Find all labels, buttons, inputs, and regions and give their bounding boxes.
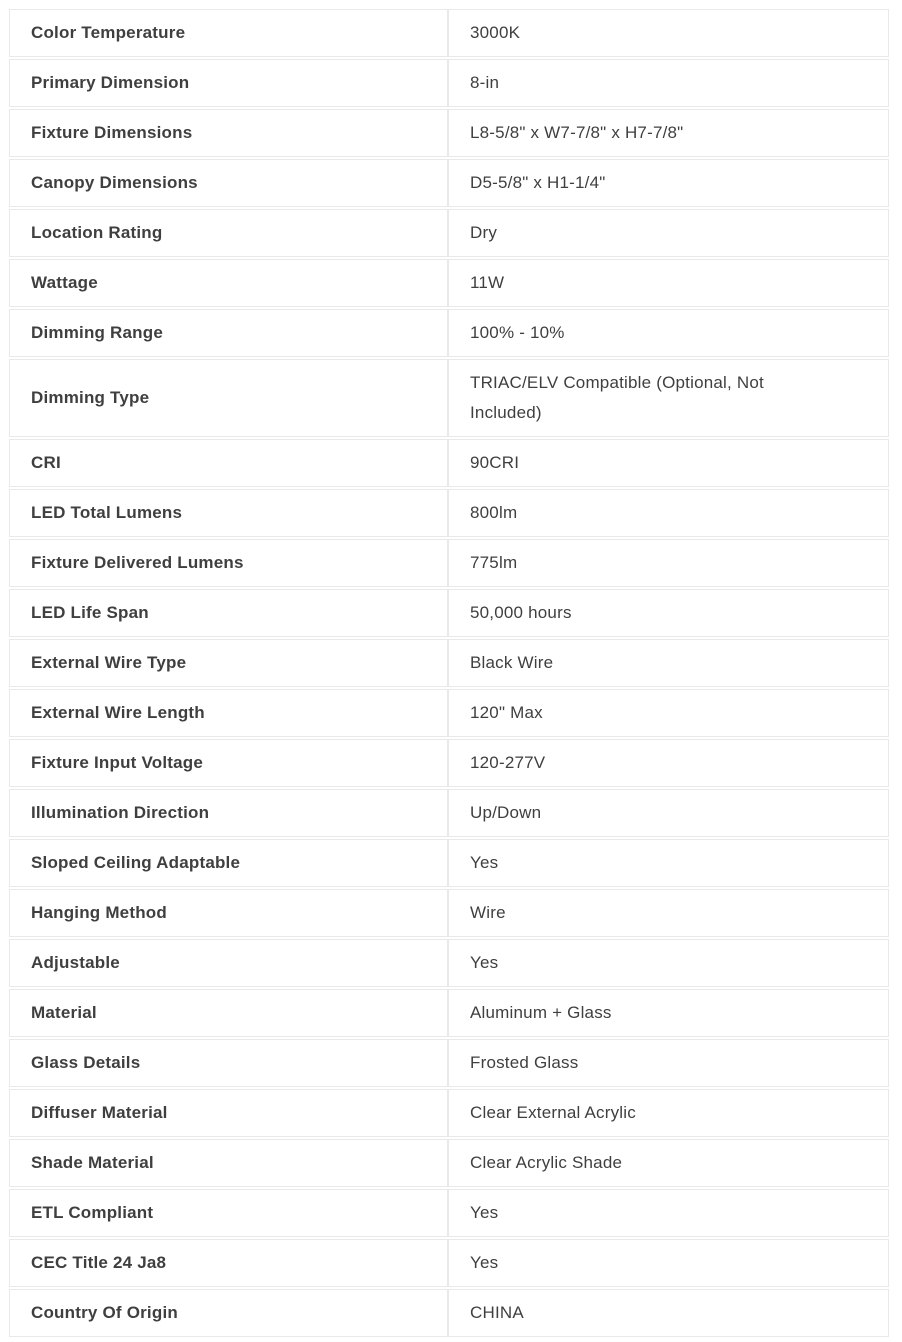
spec-value-cell: 8-in <box>448 59 889 107</box>
spec-value-cell: Up/Down <box>448 789 889 837</box>
spec-label-cell: Location Rating <box>9 209 448 257</box>
spec-value-cell: 120" Max <box>448 689 889 737</box>
spec-value-cell: Black Wire <box>448 639 889 687</box>
spec-value-cell: 50,000 hours <box>448 589 889 637</box>
table-row <box>9 1089 889 1137</box>
spec-label-cell: ETL Compliant <box>9 1189 448 1237</box>
spec-value-cell: 11W <box>448 259 889 307</box>
table-row <box>9 489 889 537</box>
table-row <box>9 589 889 637</box>
spec-value-cell: TRIAC/ELV Compatible (Optional, Not Included) <box>448 359 889 437</box>
table-row <box>9 309 889 357</box>
table-row <box>9 209 889 257</box>
table-row <box>9 939 889 987</box>
table-row <box>9 689 889 737</box>
table-row <box>9 539 889 587</box>
table-row <box>9 789 889 837</box>
spec-value-cell: 100% - 10% <box>448 309 889 357</box>
spec-value-cell: 120-277V <box>448 739 889 787</box>
spec-label-cell: Color Temperature <box>9 9 448 57</box>
spec-label-cell: CRI <box>9 439 448 487</box>
spec-label-cell: Diffuser Material <box>9 1089 448 1137</box>
spec-label-cell: Hanging Method <box>9 889 448 937</box>
spec-value-cell: L8-5/8" x W7-7/8" x H7-7/8" <box>448 109 889 157</box>
spec-label-cell: Material <box>9 989 448 1037</box>
spec-label-cell: Wattage <box>9 259 448 307</box>
spec-label-cell: External Wire Type <box>9 639 448 687</box>
spec-value-cell: 800lm <box>448 489 889 537</box>
spec-value-cell: D5-5/8" x H1-1/4" <box>448 159 889 207</box>
spec-value-cell: Yes <box>448 939 889 987</box>
spec-value-cell: 90CRI <box>448 439 889 487</box>
spec-value-cell: 775lm <box>448 539 889 587</box>
spec-label-cell: Glass Details <box>9 1039 448 1087</box>
table-row <box>9 59 889 107</box>
spec-value-cell: Clear Acrylic Shade <box>448 1139 889 1187</box>
spec-label-cell: LED Total Lumens <box>9 489 448 537</box>
spec-label-cell: Fixture Input Voltage <box>9 739 448 787</box>
spec-label-cell: Fixture Delivered Lumens <box>9 539 448 587</box>
table-row <box>9 739 889 787</box>
table-row <box>9 839 889 887</box>
spec-label-cell: CEC Title 24 Ja8 <box>9 1239 448 1287</box>
spec-value-cell: CHINA <box>448 1289 889 1337</box>
spec-label-cell: Primary Dimension <box>9 59 448 107</box>
table-row <box>9 889 889 937</box>
spec-label-cell: Dimming Type <box>9 359 448 437</box>
table-row <box>9 159 889 207</box>
spec-value-cell: Clear External Acrylic <box>448 1089 889 1137</box>
spec-value-cell: 3000K <box>448 9 889 57</box>
table-row <box>9 1139 889 1187</box>
spec-value-cell: Yes <box>448 1189 889 1237</box>
spec-label-cell: Canopy Dimensions <box>9 159 448 207</box>
spec-label-cell: External Wire Length <box>9 689 448 737</box>
spec-label-cell: Country Of Origin <box>9 1289 448 1337</box>
table-row <box>9 9 889 57</box>
table-row <box>9 1189 889 1237</box>
spec-value-cell: Frosted Glass <box>448 1039 889 1087</box>
spec-value-cell: Aluminum + Glass <box>448 989 889 1037</box>
table-row <box>9 359 889 437</box>
table-row <box>9 109 889 157</box>
spec-value-cell: Dry <box>448 209 889 257</box>
table-row <box>9 259 889 307</box>
spec-value-cell: Yes <box>448 1239 889 1287</box>
table-row <box>9 1039 889 1087</box>
table-row <box>9 1289 889 1337</box>
spec-value-cell: Yes <box>448 839 889 887</box>
spec-label-cell: Dimming Range <box>9 309 448 357</box>
spec-label-cell: LED Life Span <box>9 589 448 637</box>
table-row <box>9 989 889 1037</box>
spec-value-cell: Wire <box>448 889 889 937</box>
spec-table-body <box>9 9 889 1337</box>
spec-label-cell: Illumination Direction <box>9 789 448 837</box>
table-row <box>9 1239 889 1287</box>
spec-label-cell: Adjustable <box>9 939 448 987</box>
table-row <box>9 639 889 687</box>
spec-label-cell: Sloped Ceiling Adaptable <box>9 839 448 887</box>
spec-label-cell: Fixture Dimensions <box>9 109 448 157</box>
spec-label-cell: Shade Material <box>9 1139 448 1187</box>
spec-table <box>9 7 889 1339</box>
table-row <box>9 439 889 487</box>
